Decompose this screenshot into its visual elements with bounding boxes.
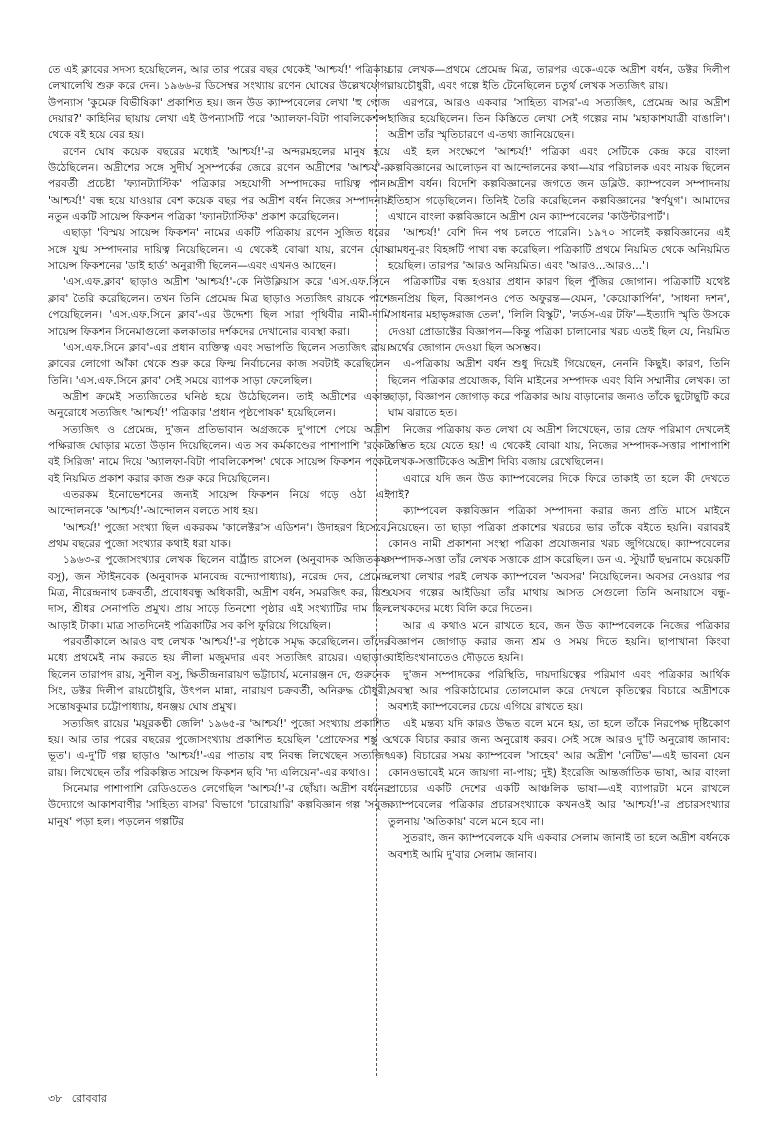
article-paragraph: 'এস.এফ.ক্লাব' ছাড়াও অদ্রীশ 'আশ্চর্য!'-কে নিউক্লিয়াস করে 'এস.এফ.সিনে ক্লাব' তৈরি করেছিলেন। তখন তিনি প্রেমেন্দ্র মিত্র ছাড়াও সত্যজিৎ রায়কে পাশে পেয়েছিলেন। 'এস.এফ.সিনে ক্লাব'-এর উদ্দেশ্য ছিল সারা পৃথিবীর নামী-দামি সায়েন্স ফিকশন সিনেমাগুলো কলকাতার দর্শকদের দেখানোর ব্যবস্থা করা। [48, 275, 390, 338]
article-paragraph: এছাড়া 'বিস্ময় সায়েন্স ফিকশন' নামের একটি পত্রিকায় রণেন সুজিত ধরের সঙ্গে যুগ্ম সম্পাদনার দায়িত্ব নিয়েছিলেন। এ থেকেই বোঝা যায়, রণেন ঘোষ সায়েন্স ফিকশনের 'ডাই হার্ড' অনুরাগী ছিলেন—এবং এখনও আছেন। [48, 226, 390, 273]
article-paragraph: পরবর্তীকালে আরও বহু লেখক 'আশ্চর্য!'-র পৃষ্ঠাকে সমৃদ্ধ করেছিলেন। তাঁদের মধ্যে প্রথমেই নাম করতে হয় লীলা মজুমদার এবং সত্যজিৎ রায়ের। এছাড়াও ছিলেন তারাপদ রায়, সুনীল বসু, ক্ষিতীন্দ্রনারায়ণ ভট্টাচার্য, মনোরঞ্জন দে, গুরুনেক সিং, ডক্টর দিলীপ রায়চৌধুরি, উৎপল মান্না, নারায়ণ চক্রবর্তী, অনিরুদ্ধ চৌধুরী, সন্তোষকুমার চট্টোপাধ্যায়, ধনঞ্জয় ঘোষ প্রমুখ। [48, 635, 390, 714]
article-paragraph: রণেন ঘোষ কয়েক বছরের মধ্যেই 'আশ্চর্য!'-র অন্দরমহলের মানুষ হয়ে উঠেছিলেন। অদ্রীশের সঙ্গে সুদীর্ঘ সুসম্পর্কের জেরে রণেন অদ্রীশের 'আশ্চর্য'-র পরবর্তী প্রচেষ্টা 'ফ্যানট্যাস্টিক' পত্রিকার সহযোগী সম্পাদকের দায়িত্ব পান। 'আশ্চর্য!' বন্ধ হয়ে যাওয়ার বেশ কয়েক বছর পর অদ্রীশ বর্ধন নিজের সম্পাদনায় নতুন একটি সায়েন্স ফিকশন পত্রিকা 'ফ্যানট্যাস্টিক' প্রকাশ করেছিলেন। [48, 144, 390, 224]
article-paragraph: এতরকম ইনোভেশনের জন্যই সায়েন্স ফিকশন নিয়ে গড়ে ওঠা এই আন্দোলনকে 'আশ্চর্য!'-আন্দোলন বলতে সাধ হয়। [48, 487, 390, 518]
article-paragraph: চার লেখক—প্রথমে প্রেমেন্দ্র মিত্র, তারপর একে-একে অদ্রীশ বর্ধন, ডক্টর দিলীপ রায়চৌধুরী, এবং গল্পে ইতি টেনেছিলেন চতুর্থ লেখক সত্যজিৎ রায়। [388, 63, 730, 93]
article-paragraph: সিনেমার পাশাপাশি রেডিওতেও লেগেছিল 'আশ্চর্য!'-র ছোঁয়া। অদ্রীশ বর্ধনের উদ্যোগে আকাশবাণীর 'সাহিত্য বাসর' বিভাগে 'চারোয়ারি' কল্পবিজ্ঞান গল্প 'সবুজ মানুষ' পড়া হল। পড়লেন গল্পটির [48, 782, 390, 828]
page-footer [48, 1090, 113, 1109]
article-paragraph: এরপরে, আরও একবার 'সাহিত্য বাসর'-এ সত্যজিৎ, প্রেমেন্দ্র আর অদ্রীশ হাজির হয়েছিলেন। তিন কিস্তিতে লেখা সেই গল্পের নাম 'মহাকাশযাত্রী বাঙালি'। অদ্রীশ তাঁর স্মৃতিচারণে এ-তথ্য জানিয়েছেন। [388, 95, 730, 142]
article-paragraph: সত্যজিৎ রায়ের 'ময়ূরকণ্ঠী জেলি' ১৯৬৫-র 'আশ্চর্য!' পুজো সংখ্যায় প্রকাশিত হয়। আর তার পরের বছরের পুজোসংখ্যায় প্রকাশিত হয়েছিল 'প্রোফেসর শঙ্কু ও ভূত'। এ-দু'টি গল্প ছাড়াও 'আশ্চর্য!'-এর পাতায় বহু নিবন্ধ লিখেছেন সত্যজিৎ রায়। লিখেছেন তাঁর পরিকল্পিত সায়েন্স ফিকশন ছবি 'দ্য এলিয়েন'-এর কথাও। [48, 716, 390, 779]
article-paragraph: এ-পত্রিকায় অদ্রীশ বর্ধন শুধু দিয়েই গিয়েছেন, নেননি কিছুই। কারণ, তিনি ছিলেন পত্রিকার প্রযোজক, বিনি মাইনের সম্পাদক এবং বিনি সম্মানীর লেখক। তা ছাড়া, বিজ্ঞাপন জোগাড় করে পত্রিকার আয় বাড়ানোর জন্যও তাঁকে ছুটোছুটি করে ঘাম ঝরাতে হত। [388, 357, 730, 420]
article-paragraph: আর এ কথাও মনে রাখতে হবে, জন উড ক্যাম্পবেলকে নিজের পত্রিকার বিজ্ঞাপন জোগাড় করার জন্য শ্রম ও সময় দিতে হয়নি। ছাপাখানা কিংবা বাইন্ডিংখানাতেও দৌড়তে হয়নি। [388, 618, 730, 665]
article-paragraph: অদ্রীশ ক্রমেই সত্যজিতের ঘনিষ্ঠ হয়ে উঠেছিলেন। তাই অদ্রীশের একান্ত অনুরোধে সত্যজিৎ 'আশ্চর্য!' পত্রিকার 'প্রধান পৃষ্ঠপোষক' হয়েছিলেন। [48, 389, 390, 420]
article-paragraph: ক্যাম্পবেল কল্পবিজ্ঞান পত্রিকা সম্পাদনা করার জন্য প্রতি মাসে মাইনে নিয়েছেন। তা ছাড়া পত্রিকা প্রকাশের খরচের ভার তাঁকে বইতে হয়নি। বরাবরই কোনও নামী প্রকাশনা সংস্থা পত্রিকা প্রযোজনার খরচ জুগিয়েছে। ক্যাম্পবেলের সম্পাদক-সত্তা তাঁর লেখক সত্তাকে গ্রাস করেছিল। ডন এ. স্টুয়ার্ট ছদ্মনামে কয়েকটি লেখা লেখার পরই লেখক ক্যাম্পবেল 'অবসর' নিয়েছিলেন। অবসর নেওয়ার পর যেসব গল্পের আইডিয়া তাঁর মাথায় আসত সেগুলো তিনি অনায়াসে বন্ধু-লেখকদের মধ্যে বিলি করে দিতেন। [388, 504, 730, 616]
article-paragraph: তে এই ক্লাবের সদস্য হয়েছিলেন, আর তার পরের বছর থেকেই 'আশ্চর্য!' পত্রিকায় লেখালেখি শুরু করে দেন। ১৯৬৬-র ডিসেম্বর সংখ্যায় রণেন ঘোষের উল্লেখযোগ্য উপন্যাস 'কুমেরু বিভীষিকা' প্রকাশিত হয়। জন উড ক্যাম্পবেলের লেখা 'হু গোজ দেয়ার?' কাহিনির ছায়ায় লেখা এই উপন্যাসটি পরে 'অ্যালফা-বিটা পাবলিকেশন্স' থেকে বই হয়ে বের হয়। [48, 63, 390, 142]
magazine-name: রোববার [71, 1092, 107, 1105]
left-column [48, 62, 390, 1080]
article-paragraph: সত্যজিৎ ও প্রেমেন্দ্র, দু'জন প্রতিভাবান অগ্রজকে দু'পাশে পেয়ে অদ্রীশ পক্ষিরাজ ঘোড়ার মতো উড়ান দিয়েছিলেন। এত সব কর্মকাণ্ডের পাশাপাশি 'রকেট বই সিরিজ' নামে দিয়ে 'অ্যালফা-বিটা পাবলিকেশন্স' থেকে সায়েন্স ফিকশন পকেট বই নিয়মিত প্রকাশ করার কাজ শুরু করে দিয়েছিলেন। [48, 422, 390, 485]
article-paragraph: 'আশ্চর্য!' বেশি দিন পথ চলতে পারেনি। ১৯৭০ সালেই কল্পবিজ্ঞানের এই রামধনু-রং বিহঙ্গটি পাখা বন্ধ করেছিল। পত্রিকাটি প্রথমে নিয়মিত থেকে অনিয়মিত হয়েছিল। তারপর 'আরও অনিয়মিত। এবং 'আরও...আরও...'। [388, 226, 730, 273]
article-paragraph: ১৯৬৩-র পুজোসংখ্যার লেখক ছিলেন বার্ট্রান্ড রাসেল (অনুবাদক অজিতকৃষ্ণ বসু), জন স্টাইনবেক (অনুবাদক মানবেন্দ্র বন্দ্যোপাধ্যায়), নরেন্দ্র দেব, প্রেমেন্দ্র মিত্র, নীরেন্দ্রনাথ চক্রবর্তী, প্রবোধবন্ধু অধিকারী, অদ্রীশ বর্ধন, সমরজিৎ কর, বিশু দাস, শ্রীধর সেনাপতি প্রমুখ। প্রায় সাড়ে তিনশো পৃষ্ঠার এই সংখ্যাটির দাম ছিল আড়াই টাকা। মাত্র সাতদিনেই পত্রিকাটির সব কপি ফুরিয়ে গিয়েছিল। [48, 553, 390, 632]
page-number: ৩৮ [48, 1092, 63, 1105]
article-paragraph: এই মন্তব্য যদি কারও উদ্ধত বলে মনে হয়, তা হলে তাঁকে নিরপেক্ষ দৃষ্টিকোণ থেকে বিচার করার জন্য অনুরোধ করব। সেই সঙ্গে আরও দু'টি অনুরোধ জানাব: এক) বিচারের সময় ক্যাম্পবেল 'সাহেব' আর অদ্রীশ 'নেটিভ'—এই ভাবনা যেন কোনওভাবেই মনে জায়গা না-পায়; দুই) ইংরেজি আন্তর্জাতিক ভাষা, আর বাংলা প্রাচ্যের একটি দেশের একটি আঞ্চলিক ভাষা—এই ব্যাপারটা মনে রাখলে ক্যাম্পবেলের পত্রিকার প্রচারসংখ্যাকে কখনওই আর 'আশ্চর্য!'-র প্রচারসংখ্যার তুলনায় 'অতিকায়' বলে মনে হবে না। [388, 716, 730, 828]
article-paragraph: এবারে যদি জন উড ক্যাম্পবেলের দিকে ফিরে তাকাই তা হলে কী দেখতে পাই? [388, 471, 730, 501]
article-paragraph: নিজের পত্রিকায় কত লেখা যে অদ্রীশ লিখেছেন, তার স্রেফ পরিমাণ দেখলেই স্তম্ভিত হয়ে যেতে হয়! এ থেকেই বোঝা যায়, নিজের সম্পাদক-সত্তার পাশাপাশি লেখক-সত্তাটিকেও অদ্রীশ দিব্যি বজায় রেখেছিলেন। [388, 422, 730, 469]
article-paragraph: পত্রিকাটির বন্ধ হওয়ার প্রধান কারণ ছিল পুঁজির জোগান। পত্রিকাটি যথেষ্ট জনপ্রিয় ছিল, বিজ্ঞাপনও পেত অফুরন্ত—যেমন, 'কেয়োকার্পিন', 'সাধনা দশন', 'সাধনার মহাভৃঙ্গরাজ তেল', 'লিলি বিস্কুট', 'লর্ডস-এর টফি'—ইত্যাদি স্মৃতি উসকে দেওয়া প্রোডাক্টের বিজ্ঞাপন—কিন্তু পত্রিকা চালানোর খরচ এতই ছিল যে, নিয়মিত অর্থের জোগান দেওয়া ছিল অসম্ভব। [388, 275, 730, 354]
article-paragraph: 'আশ্চর্য!' পুজো সংখ্যা ছিল একরকম 'কালেক্টর'স এডিশন'। উদাহরণ হিসেবে, প্রথম বছরের পুজো সংখ্যার কথাই ধরা যাক। [48, 520, 390, 550]
right-column [388, 62, 730, 1080]
article-paragraph: 'এস.এফ.সিনে ক্লাব'-এর প্রধান ব্যক্তিত্ব এবং সভাপতি ছিলেন সত্যজিৎ রায়। ক্লাবের লোগো আঁকা থেকে শুরু করে ফিল্ম নির্বাচনের কাজ সবটাই করেছিলেন তিনি। 'এস.এফ.সিনে ক্লাব' সেই সময়ে ব্যাপক সাড়া ফেলেছিল। [48, 340, 390, 387]
column-divider [376, 64, 377, 1076]
article-paragraph: দু'জন সম্পাদকের পরিস্থিতি, দায়দায়িত্বের পরিমাণ এবং পত্রিকার আর্থিক অবস্থা আর পরিকাঠামোর তোলমোল করে দেখলে কৃতিত্বের বিচারে অদ্রীশকে অবশ্যই ক্যাম্পবেলের চেয়ে এগিয়ে রাখতে হয়। [388, 667, 730, 714]
article-paragraph: সুতরাং, জন ক্যাম্পবেলকে যদি একবার সেলাম জানাই তা হলে অদ্রীশ বর্ধনকে অবশ্যই আমি দু'বার সেলাম জানাব। [388, 831, 730, 861]
article-paragraph: এই হল সংক্ষেপে 'আশ্চর্য!' পত্রিকা এবং সেটিকে কেন্দ্র করে বাংলা কল্পবিজ্ঞানের আলোড়ন বা আন্দোলনের কথা—যার পরিচালক এবং নায়ক ছিলেন অদ্রীশ বর্ধন। বিদেশি কল্পবিজ্ঞানের জগতে জন ডব্লিউ. ক্যাম্পবেল সম্পাদনায় ইতিহাস গড়েছিলেন। তিনিই তৈরি করেছিলেন কল্পবিজ্ঞানের 'স্বর্ণযুগ'। আমাদের এখানে বাংলা কল্পবিজ্ঞানে অদ্রীশ যেন ক্যাম্পবেলের 'কাউন্টারপার্ট'। [388, 144, 730, 224]
